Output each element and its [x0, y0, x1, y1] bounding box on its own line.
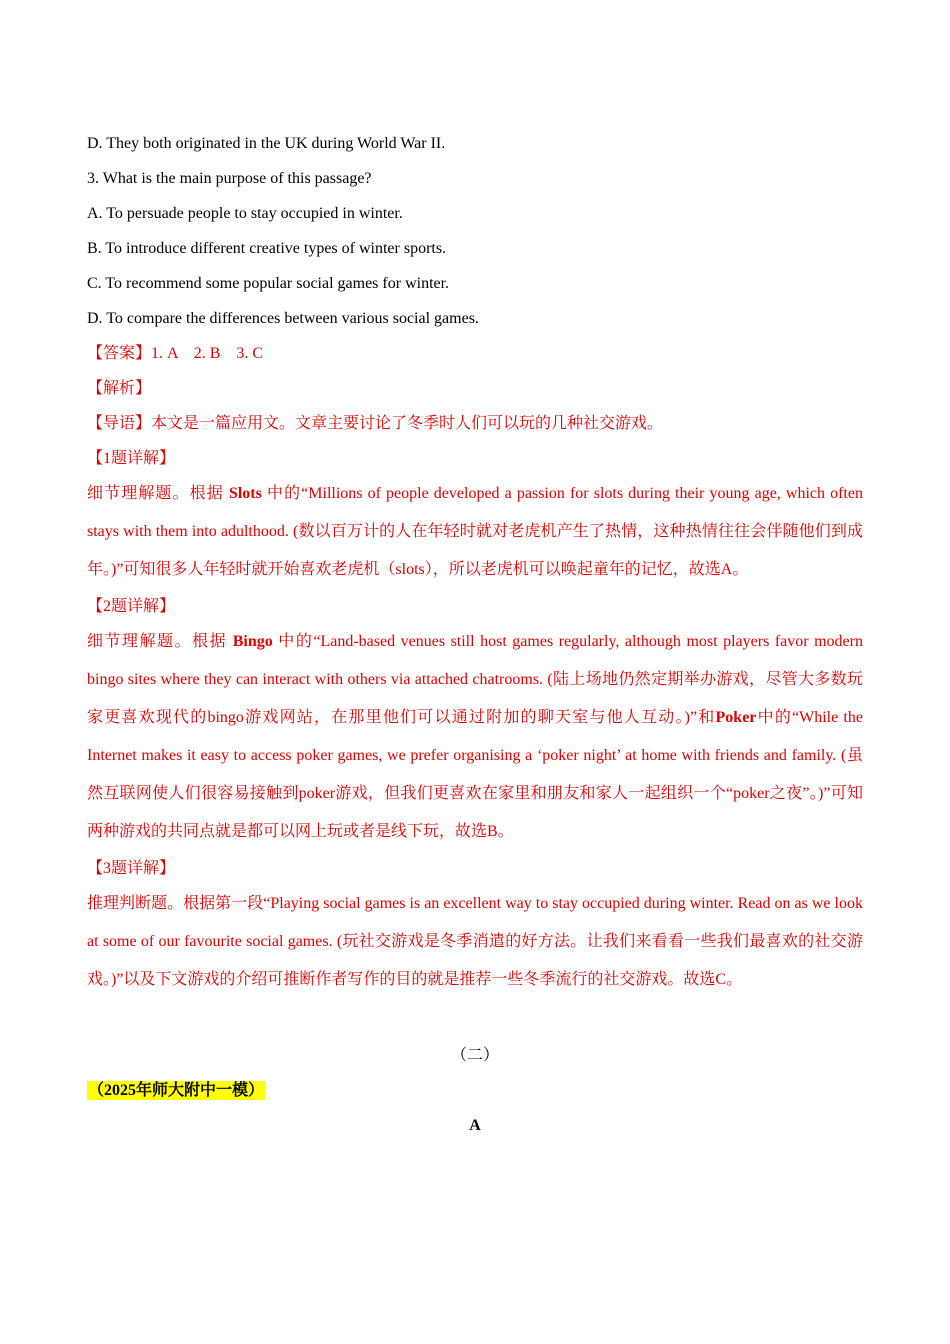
answer-value: 1. A 2. B 3. C: [151, 345, 264, 362]
q1-detail-label: 【1题详解】: [87, 450, 176, 467]
q3-detail-text: 推理判断题。根据第一段“Playing social games is an excellent way to stay occupied during winter. Read on as we look at some of our favourite social games. (玩社交游戏是冬季消遣的好方法。让我们来看看一些我们最喜欢的社交游戏。)”以及下文游戏的介绍可推断作者写作的目的就是推荐一些冬季流行的社交游戏。故选C。: [87, 895, 863, 988]
passage-label: A: [469, 1117, 481, 1134]
source-line: [87, 1073, 863, 1108]
guide-text: 本文是一篇应用文。文章主要讨论了冬季时人们可以玩的几种社交游戏。: [151, 415, 664, 432]
source-highlight: （2025年师大附中一模）: [88, 1082, 265, 1099]
guide-line: [87, 406, 863, 441]
q2-detail-label: 【2题详解】: [87, 598, 176, 615]
question-3-option-d: D. To compare the differences between various social games.: [87, 310, 479, 327]
answer-label: 【答案】: [87, 345, 152, 362]
section-number: （二）: [450, 1047, 499, 1064]
keyword-poker: Poker: [715, 709, 757, 726]
question-3-option-b: B. To introduce different creative types of winter sports.: [87, 240, 447, 257]
question-3-option-c: C. To recommend some popular social games for winter.: [87, 275, 450, 292]
q2-detail-text: 细节理解题。根据 Bingo 中的“Land-based venues still host games regularly, although most players favor modern bingo sites where they can interact with others via attached chatrooms. (陆上场地仍然定期举办游戏，尽管大多数玩家更喜欢现代的bingo游戏网站，在那里他们可以通过附加的聊天室与他人互动。)”和Poker中的“While the Internet makes it easy to access poker games, we prefer organising a ‘poker night’ at home with friends and family. (虽然互联网使人们很容易接触到poker游戏，但我们更喜欢在家里和朋友和家人一起组织一个“poker之夜”。)”可知两种游戏的共同点就是都可以网上玩或者是线下玩，故选B。: [87, 633, 863, 840]
q1-detail-text: 细节理解题。根据 Slots 中的“Millions of people developed a passion for slots during their young age, which often stays with them into adulthood. (数以百万计的人在年轻时就对老虎机产生了热情，这种热情往往会伴随他们到成年。)”可知很多人年轻时就开始喜欢老虎机（slots），所以老虎机可以唤起童年的记忆，故选A。: [87, 485, 863, 578]
keyword-bingo: Bingo: [232, 633, 273, 650]
question-3-text: 3. What is the main purpose of this passage?: [87, 170, 372, 187]
analysis-label: 【解析】: [87, 380, 152, 397]
question-2-option-d: D. They both originated in the UK during World War II.: [87, 135, 446, 152]
document-page: [87, 126, 863, 1143]
q3-detail-label: 【3题详解】: [87, 860, 176, 877]
guide-label: 【导语】: [87, 415, 152, 432]
keyword-slots: Slots: [228, 485, 262, 502]
question-3-option-a: A. To persuade people to stay occupied in winter.: [87, 205, 403, 222]
answer-line: [87, 336, 863, 371]
